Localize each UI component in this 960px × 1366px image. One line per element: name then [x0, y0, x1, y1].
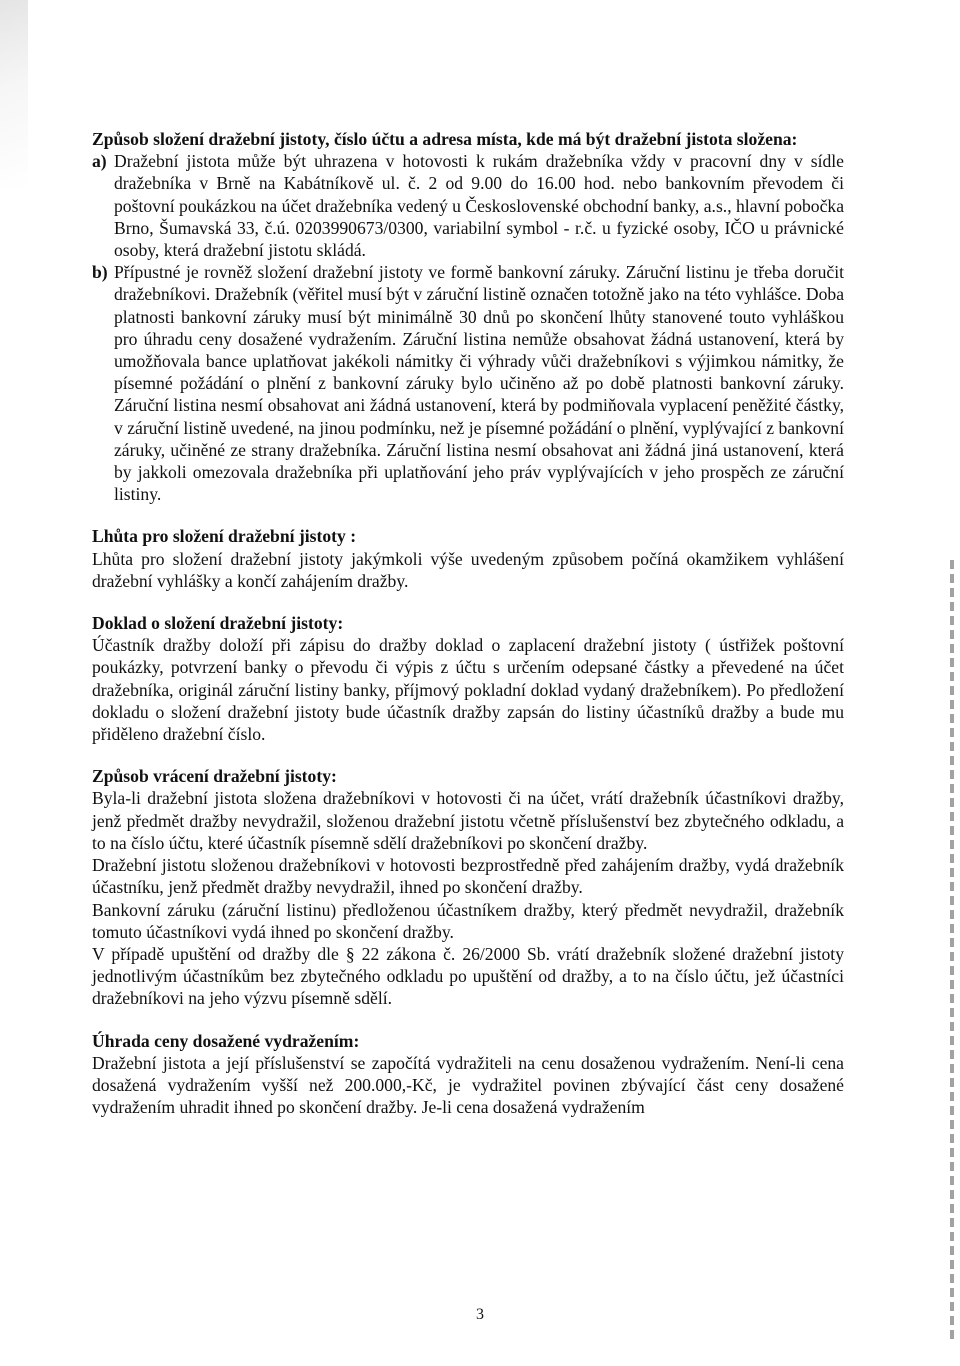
paragraph: Účastník dražby doloží při zápisu do dražby doklad o zaplacení dražební jistoty ( ústřižek poštovní poukázky, potvrzení banky o převodu či výpis z účtu s určením odepsané částky a převedené na účet dražebníka, originál záruční listiny banky, příjmový pokladní doklad vydaný dražebníkem). Po předložení dokladu o složení dražební jistoty bude účastník dražby zapsán do listiny účastníků dražby a bude mu přiděleno dražební číslo.	[92, 635, 844, 745]
section-heading: Lhůta pro složení dražební jistoty :	[92, 526, 357, 547]
section-deposit-method	[92, 128, 844, 505]
list-item-text: Přípustné je rovněž složení dražební jistoty ve formě bankovní záruky. Záruční listinu je třeba doručit dražebníkovi. Dražebník (věřitel musí být v záruční listině označen totožně jako na této vyhlášce. Doba platnosti bankovní záruky musí být minimálně 30 dnů po skončení lhůty stanovené touto vyhláškou pro úhradu ceny dosažené vydražením. Záruční listina nemůže obsahovat žádná ustanovení, která by umožňovala bance uplatňovat jakékoli námitky či výhrady vůči dražebníkovi s výjimkou námitky, že písemné požádání o plnění z bankovní záruky bylo učiněno až po době platnosti bankovní záruky. Záruční listina nesmí obsahovat ani žádná ustanovení, která by podmiňovala vyplacení peněžité částky, v záruční listině uvedené, na jinou podmínku, než je písemné požádání o plnění, vyplývající z bankovní záruky, učiněné ze strany dražebníka. Záruční listina nesmí obsahovat ani žádná jiná ustanovení, která by jakkoli omezovala dražebníka při uplatňování jeho práv vyplývajících v jeho prospěch ze záruční listiny.	[114, 262, 844, 505]
section-deposit-deadline	[92, 525, 844, 592]
section-price-payment	[92, 1030, 844, 1119]
list-item-text: Dražební jistota může být uhrazena v hotovosti k rukám dražebníka vždy v pracovní dny v sídle dražebníka v Brně na Kabátníkově ul. č. 2 od 9.00 do 16.00 hod. nebo bankovním převodem či poštovní poukázkou na účet dražebníka vedený u Československé obchodní banky, a.s., hlavní pobočka Brno, Šumavská 33, č.ú. 0203990673/0300, variabilní symbol - r.č. u fyzické osoby, IČO u právnické osoby, která dražební jistotu skládá.	[114, 151, 844, 261]
scan-artifact-right	[950, 560, 954, 1340]
document-page	[92, 128, 844, 1118]
list-item-a	[92, 150, 844, 261]
paragraph: V případě upuštění od dražby dle § 22 zákona č. 26/2000 Sb. vrátí dražebník složené dražební jistoty jednotlivým účastníkům bez zbytečného odkladu po upuštění od dražby, a to na číslo účtu, jež účastníci dražebníkovi na jeho výzvu písemně sdělí.	[92, 943, 844, 1009]
list-item-b	[92, 261, 844, 505]
list-item-label: a)	[92, 151, 107, 172]
section-heading: Způsob složení dražební jistoty, číslo účtu a adresa místa, kde má být dražební jistota složena:	[92, 129, 798, 149]
section-heading: Doklad o složení dražební jistoty:	[92, 613, 344, 634]
paragraph: Dražební jistotu složenou dražebníkovi v hotovosti bezprostředně před zahájením dražby, vydá dražebník účastníku, jenž předmět dražby nevydražil, ihned po skončení dražby.	[92, 855, 844, 898]
paragraph: Byla-li dražební jistota složena dražebníkovi v hotovosti či na účet, vrátí dražebník účastníkovi dražby, jenž předmět dražby nevydražil, složenou dražební jistotu včetně příslušenství bez zbytečného odkladu, a to na číslo účtu, které účastník písemně sdělí dražebníkovi po skončení dražby.	[92, 788, 844, 853]
section-deposit-proof	[92, 612, 844, 745]
paragraph: Dražební jistota a její příslušenství se započítá vydražiteli na cenu dosaženou vydražením. Není-li cena dosažená vydražením vyšší než 200.000,-Kč, je vydražitel povinen zbývající část ceny dosažené vydražením uhradit ihned po skončení dražby. Je-li cena dosažená vydražením	[92, 1052, 844, 1118]
page-number: 3	[476, 1306, 484, 1323]
section-heading: Způsob vrácení dražební jistoty:	[92, 766, 337, 787]
list-item-label: b)	[92, 262, 108, 283]
paragraph: Bankovní záruku (záruční listinu) předloženou účastníkem dražby, který předmět nevydražil, dražebník tomuto účastníkovi vydá ihned po skončení dražby.	[92, 899, 844, 942]
section-deposit-return	[92, 765, 844, 1009]
section-heading: Úhrada ceny dosažené vydražením:	[92, 1030, 360, 1051]
paragraph: Lhůta pro složení dražební jistoty jakýmkoli výše uvedeným způsobem počíná okamžikem vyhlášení dražební vyhlášky a končí zahájením dražby.	[92, 548, 844, 591]
scan-artifact-left	[0, 0, 28, 190]
